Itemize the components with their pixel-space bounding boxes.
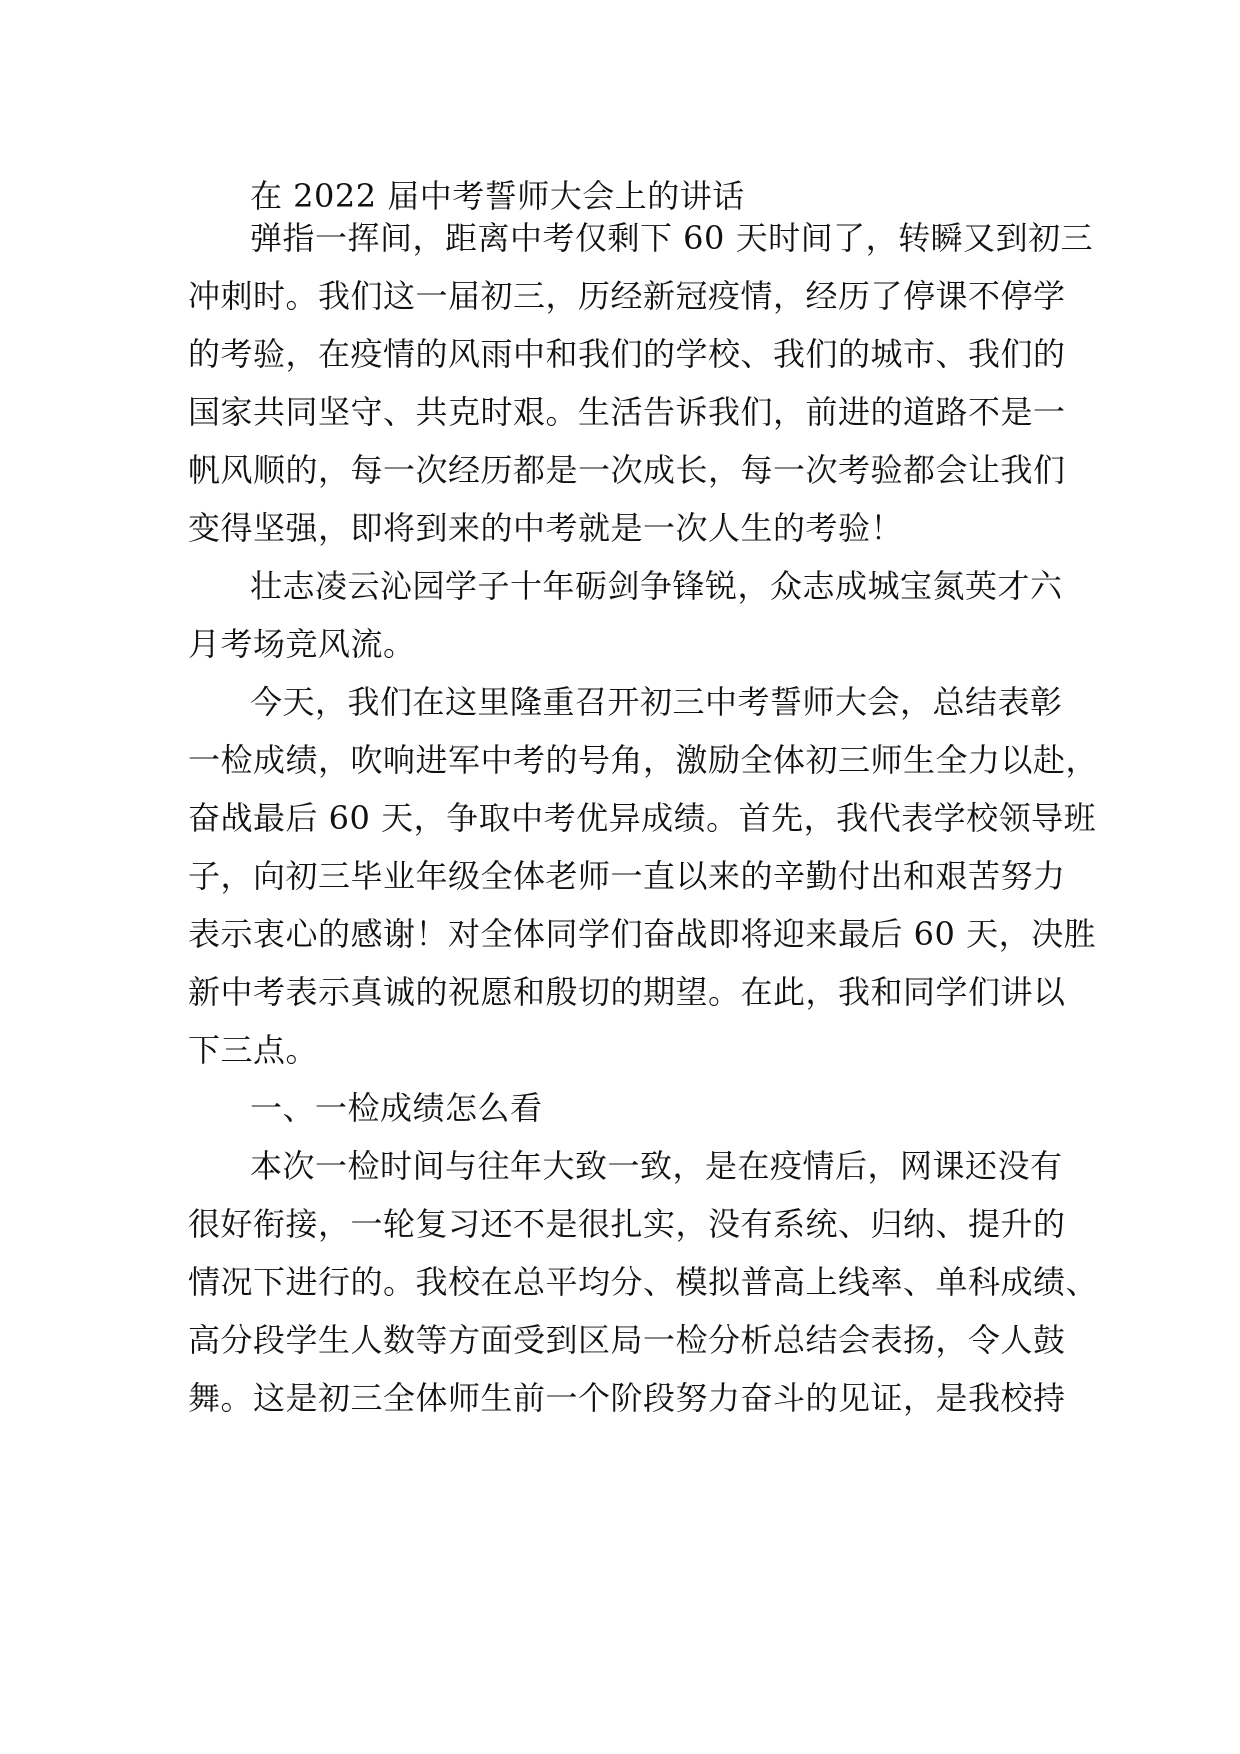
paragraph-line: 月考场竞风流。 (188, 625, 416, 663)
paragraph-line: 奋战最后 60 天，争取中考优异成绩。首先，我代表学校领导班 (188, 799, 1097, 837)
paragraph-line: 情况下进行的。我校在总平均分、模拟普高上线率、单科成绩、 (188, 1263, 1099, 1301)
paragraph-line: 下三点。 (188, 1031, 319, 1069)
paragraph-line: 帆风顺的，每一次经历都是一次成长，每一次考验都会让我们 (188, 451, 1066, 489)
document-title: 在 2022 届中考誓师大会上的讲话 (250, 177, 745, 215)
paragraph-line: 表示衷心的感谢！对全体同学们奋战即将迎来最后 60 天，决胜 (188, 915, 1097, 953)
paragraph-line: 国家共同坚守、共克时艰。生活告诉我们，前进的道路不是一 (188, 393, 1066, 431)
section-heading: 一、一检成绩怎么看 (250, 1089, 543, 1127)
paragraph-line: 一检成绩，吹响进军中考的号角，激励全体初三师生全力以赴， (188, 741, 1099, 779)
paragraph-line: 子，向初三毕业年级全体老师一直以来的辛勤付出和艰苦努力 (188, 857, 1066, 895)
paragraph-line: 壮志凌云沁园学子十年砺剑争锋锐，众志成城宝氮英才六 (250, 567, 1063, 605)
paragraph-line: 变得坚强，即将到来的中考就是一次人生的考验！ (188, 509, 904, 547)
paragraph-line: 很好衔接，一轮复习还不是很扎实，没有系统、归纳、提升的 (188, 1205, 1066, 1243)
paragraph-line: 弹指一挥间，距离中考仅剩下 60 天时间了，转瞬又到初三 (250, 219, 1094, 257)
paragraph-line: 舞。这是初三全体师生前一个阶段努力奋斗的见证，是我校持 (188, 1379, 1066, 1417)
paragraph-line: 的考验，在疫情的风雨中和我们的学校、我们的城市、我们的 (188, 335, 1066, 373)
paragraph-line: 新中考表示真诚的祝愿和殷切的期望。在此，我和同学们讲以 (188, 973, 1066, 1011)
paragraph-line: 冲刺时。我们这一届初三，历经新冠疫情，经历了停课不停学 (188, 277, 1066, 315)
paragraph-line: 本次一检时间与往年大致一致，是在疫情后，网课还没有 (250, 1147, 1063, 1185)
paragraph-line: 高分段学生人数等方面受到区局一检分析总结会表扬，令人鼓 (188, 1321, 1066, 1359)
paragraph-line: 今天，我们在这里隆重召开初三中考誓师大会，总结表彰 (250, 683, 1063, 721)
